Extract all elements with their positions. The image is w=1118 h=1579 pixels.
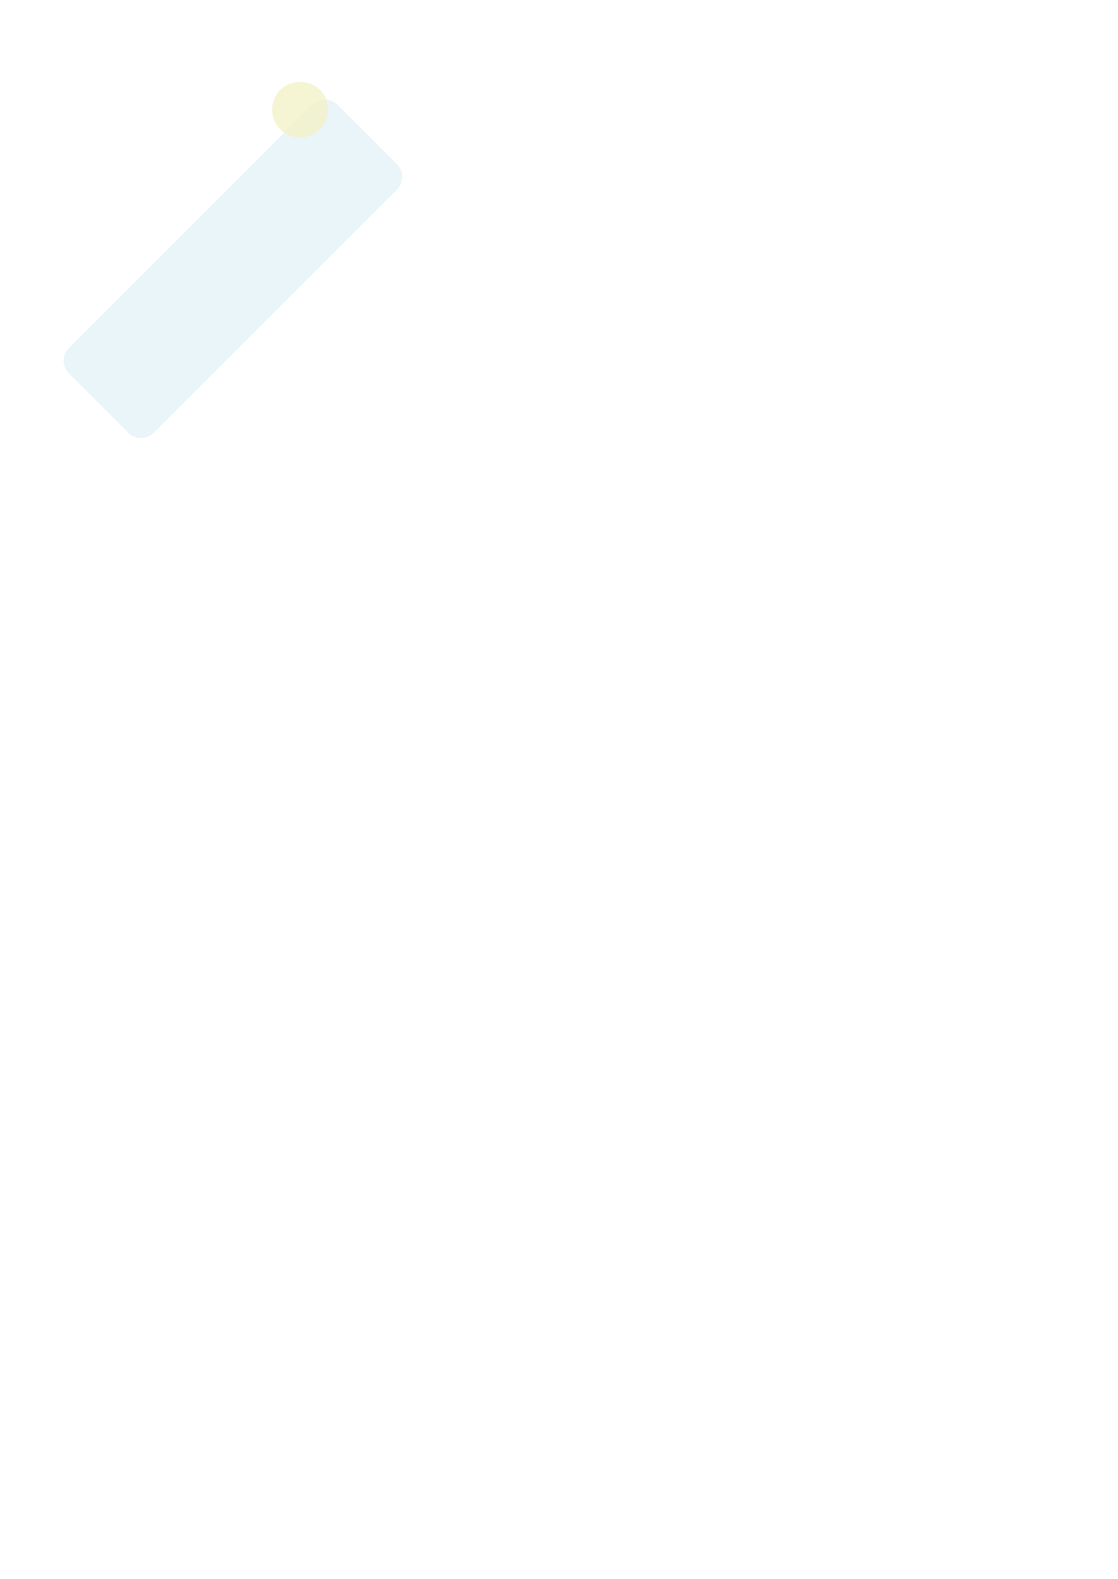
skuola-watermark (20, 40, 460, 540)
document-content (0, 136, 1118, 160)
